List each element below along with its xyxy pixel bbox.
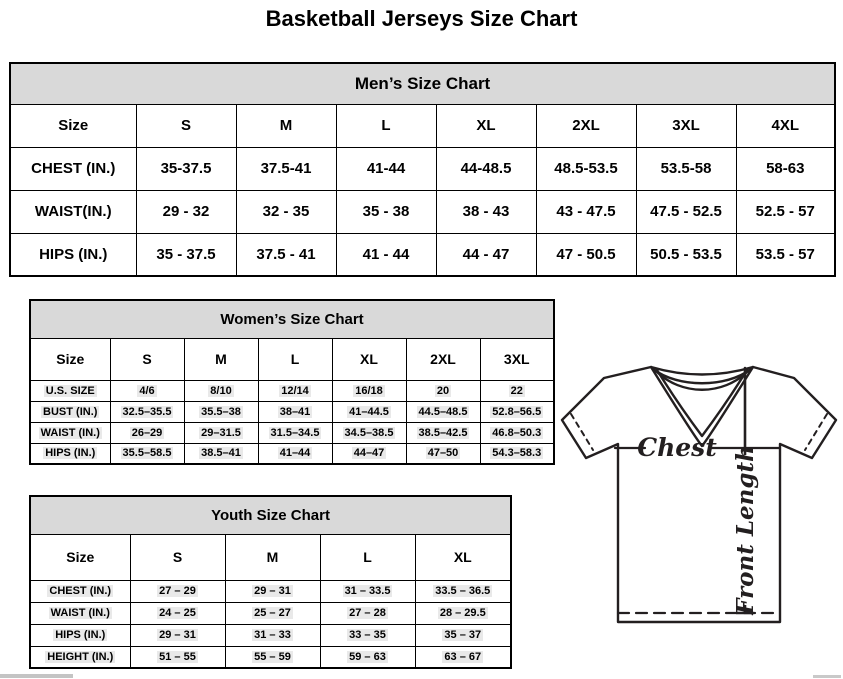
size-value: 53.5 - 57 <box>736 233 835 276</box>
size-value: 41–44.5 <box>332 401 406 422</box>
size-value: 44 - 47 <box>436 233 536 276</box>
size-value: 33.5 – 36.5 <box>415 580 511 602</box>
col-header: XL <box>436 104 536 147</box>
col-header: S <box>136 104 236 147</box>
table-row <box>10 147 835 190</box>
row-label: WAIST (IN.) <box>30 422 110 443</box>
row-label: HIPS (IN.) <box>30 624 130 646</box>
table-row <box>10 190 835 233</box>
size-value: 48.5-53.5 <box>536 147 636 190</box>
row-label: U.S. SIZE <box>30 380 110 401</box>
size-value: 38 - 43 <box>436 190 536 233</box>
col-header: 3XL <box>636 104 736 147</box>
table-row <box>30 422 554 443</box>
size-value: 29–31.5 <box>184 422 258 443</box>
size-value: 12/14 <box>258 380 332 401</box>
womens-size-table <box>29 299 555 465</box>
row-label: WAIST (IN.) <box>30 602 130 624</box>
mens-table-title: Men’s Size Chart <box>10 63 835 104</box>
size-value: 31 – 33 <box>225 624 320 646</box>
size-value: 43 - 47.5 <box>536 190 636 233</box>
row-label: WAIST(IN.) <box>10 190 136 233</box>
size-value: 53.5-58 <box>636 147 736 190</box>
col-header: 4XL <box>736 104 835 147</box>
youth-table-title: Youth Size Chart <box>30 496 511 534</box>
table-row <box>30 401 554 422</box>
size-value: 22 <box>480 380 554 401</box>
size-value: 25 – 27 <box>225 602 320 624</box>
size-value: 35-37.5 <box>136 147 236 190</box>
col-header: S <box>110 338 184 380</box>
size-value: 41–44 <box>258 443 332 464</box>
size-value: 32.5–35.5 <box>110 401 184 422</box>
size-value: 47 - 50.5 <box>536 233 636 276</box>
size-value: 31 – 33.5 <box>320 580 415 602</box>
size-value: 37.5 - 41 <box>236 233 336 276</box>
size-value: 35 – 37 <box>415 624 511 646</box>
size-value: 35.5–38 <box>184 401 258 422</box>
row-label: BUST (IN.) <box>30 401 110 422</box>
size-value: 38.5–41 <box>184 443 258 464</box>
size-value: 29 – 31 <box>225 580 320 602</box>
page-title: Basketball Jerseys Size Chart <box>265 6 578 31</box>
col-header: M <box>184 338 258 380</box>
size-value: 32 - 35 <box>236 190 336 233</box>
size-value: 63 – 67 <box>415 646 511 668</box>
size-value: 38–41 <box>258 401 332 422</box>
row-label: HIPS (IN.) <box>10 233 136 276</box>
table-row <box>30 624 511 646</box>
col-header: 2XL <box>406 338 480 380</box>
size-value: 24 – 25 <box>130 602 225 624</box>
size-value: 38.5–42.5 <box>406 422 480 443</box>
size-value: 54.3–58.3 <box>480 443 554 464</box>
size-value: 8/10 <box>184 380 258 401</box>
row-label: CHEST (IN.) <box>30 580 130 602</box>
col-header: 2XL <box>536 104 636 147</box>
size-value: 37.5-41 <box>236 147 336 190</box>
col-header: L <box>320 534 415 580</box>
size-value: 52.8–56.5 <box>480 401 554 422</box>
mens-size-table <box>9 62 836 277</box>
jersey-diagram <box>556 362 842 634</box>
col-header: L <box>258 338 332 380</box>
chest-label: Chest <box>637 433 717 462</box>
size-value: 58-63 <box>736 147 835 190</box>
col-header: S <box>130 534 225 580</box>
size-value: 16/18 <box>332 380 406 401</box>
table-row <box>10 233 835 276</box>
size-value: 35.5–58.5 <box>110 443 184 464</box>
size-value: 35 - 37.5 <box>136 233 236 276</box>
womens-table-title: Women’s Size Chart <box>30 300 554 338</box>
table-row <box>30 380 554 401</box>
size-value: 44–47 <box>332 443 406 464</box>
corner-label: Size <box>30 338 110 380</box>
col-header: XL <box>415 534 511 580</box>
size-value: 47–50 <box>406 443 480 464</box>
size-value: 46.8–50.3 <box>480 422 554 443</box>
size-value: 35 - 38 <box>336 190 436 233</box>
horizontal-scrollbar-fragment[interactable] <box>813 675 841 678</box>
corner-label: Size <box>10 104 136 147</box>
size-value: 44.5–48.5 <box>406 401 480 422</box>
size-value: 29 - 32 <box>136 190 236 233</box>
row-label: HEIGHT (IN.) <box>30 646 130 668</box>
size-value: 26–29 <box>110 422 184 443</box>
row-label: CHEST (IN.) <box>10 147 136 190</box>
col-header: L <box>336 104 436 147</box>
jersey-outline <box>562 367 836 622</box>
size-value: 31.5–34.5 <box>258 422 332 443</box>
size-value: 59 – 63 <box>320 646 415 668</box>
table-row <box>30 443 554 464</box>
size-value: 55 – 59 <box>225 646 320 668</box>
size-value: 29 – 31 <box>130 624 225 646</box>
youth-size-table <box>29 495 512 669</box>
size-value: 33 – 35 <box>320 624 415 646</box>
size-value: 27 – 29 <box>130 580 225 602</box>
front-length-label: Front Length <box>732 445 759 615</box>
table-row <box>30 602 511 624</box>
size-value: 27 – 28 <box>320 602 415 624</box>
size-value: 28 – 29.5 <box>415 602 511 624</box>
size-value: 41-44 <box>336 147 436 190</box>
col-header: M <box>236 104 336 147</box>
table-row <box>30 580 511 602</box>
corner-label: Size <box>30 534 130 580</box>
size-value: 34.5–38.5 <box>332 422 406 443</box>
size-value: 47.5 - 52.5 <box>636 190 736 233</box>
size-value: 44-48.5 <box>436 147 536 190</box>
size-value: 52.5 - 57 <box>736 190 835 233</box>
size-value: 20 <box>406 380 480 401</box>
horizontal-scrollbar-thumb[interactable] <box>0 674 73 678</box>
size-value: 50.5 - 53.5 <box>636 233 736 276</box>
col-header: XL <box>332 338 406 380</box>
size-value: 4/6 <box>110 380 184 401</box>
size-value: 41 - 44 <box>336 233 436 276</box>
table-row <box>30 646 511 668</box>
col-header: M <box>225 534 320 580</box>
size-value: 51 – 55 <box>130 646 225 668</box>
col-header: 3XL <box>480 338 554 380</box>
row-label: HIPS (IN.) <box>30 443 110 464</box>
